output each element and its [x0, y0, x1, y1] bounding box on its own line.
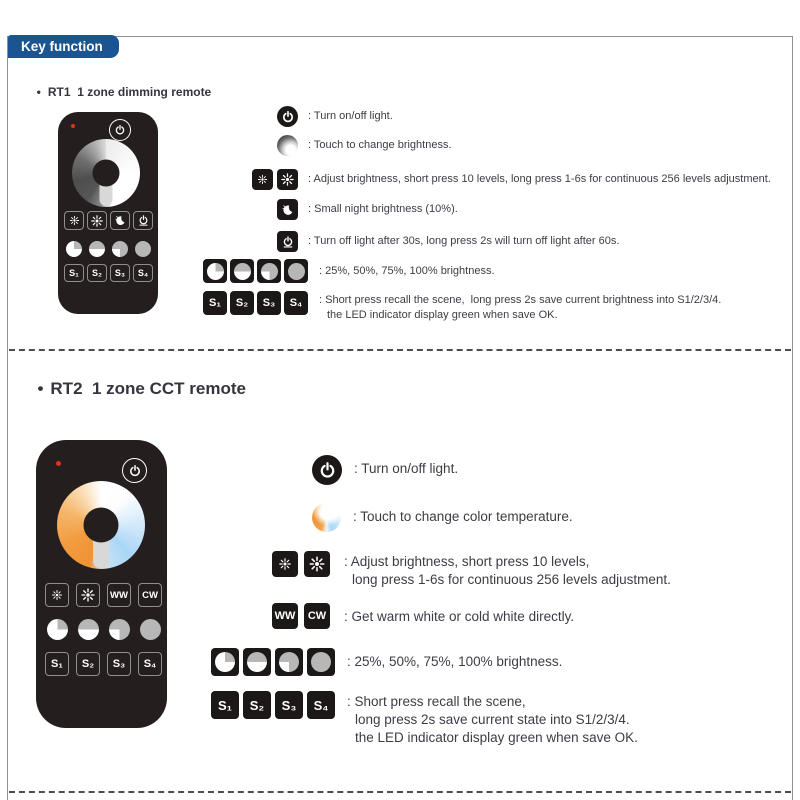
- rt2-desc-adjust: [272, 551, 671, 589]
- scene-s2-button: S₂: [76, 652, 100, 676]
- moon-icon: [114, 214, 127, 227]
- pie-100-icon: [284, 259, 308, 283]
- moon-icon: [277, 199, 298, 220]
- ww-icon: WW: [272, 603, 298, 629]
- rt2-scene-row: [45, 652, 162, 676]
- rt2-function-row: [45, 583, 162, 607]
- scene-s2-button: [87, 264, 107, 282]
- rt1-desc-adjust: [252, 169, 771, 190]
- rt2-desc-touch: [312, 503, 573, 532]
- bullet-icon: •: [36, 85, 41, 99]
- power-button: [122, 458, 147, 483]
- section-header-tab: [8, 35, 119, 58]
- rt2-desc-scene-text: : Short press recall the scene, long press 2s save current state into S1/2/3/4. the LED indicator display green when save OK.: [347, 694, 638, 745]
- brightness-100-button: [138, 617, 162, 641]
- scene-s1-icon: S₁: [203, 291, 227, 315]
- wheel-notch: [93, 540, 109, 568]
- scene-s1-button: S₁: [45, 652, 69, 676]
- rt2-desc-touch-text: : Touch to change color temperature.: [353, 509, 573, 524]
- rt1-desc-touch-text: : Touch to change brightness.: [308, 139, 452, 151]
- pie-50-icon: [78, 619, 99, 640]
- auto-off-icon: [137, 214, 150, 227]
- brightness-75-button: [110, 239, 130, 258]
- rt1-desc-touch: [277, 135, 452, 156]
- power-button: [109, 119, 131, 141]
- pie-100-icon: [140, 619, 161, 640]
- rt2-remote: [36, 440, 167, 728]
- brightness-up-button: [87, 211, 107, 230]
- scene-s4-icon: S₄: [307, 691, 335, 719]
- pie-50-icon: [89, 241, 105, 257]
- rt1-title: [30, 71, 211, 99]
- pie-25-icon: [66, 241, 82, 257]
- rt1-desc-power-text: : Turn on/off light.: [308, 110, 393, 122]
- wheel-center: [84, 508, 119, 543]
- pie-75-icon: [257, 259, 281, 283]
- bullet-icon: •: [37, 379, 44, 398]
- rt1-desc-night: [277, 199, 458, 220]
- rt1-desc-power: [277, 106, 393, 127]
- cw-label: CW: [142, 589, 158, 601]
- section-header-label: Key function: [21, 39, 103, 54]
- scene-s3-icon: S₃: [275, 691, 303, 719]
- sun-large-icon: [90, 214, 104, 228]
- brightness-down-button: [64, 211, 84, 230]
- section-divider: [9, 349, 791, 351]
- cct-ball-icon: [312, 503, 341, 532]
- sun-large-icon: [80, 587, 96, 603]
- rt1-desc-night-text: : Small night brightness (10%).: [308, 203, 458, 215]
- pie-50-icon: [243, 648, 271, 676]
- ww-label: WW: [110, 589, 128, 601]
- pie-75-icon: [275, 648, 303, 676]
- rt1-desc-adjust-text: : Adjust brightness, short press 10 levels, long press 1-6s for continuous 256 levels adjustment.: [308, 173, 771, 185]
- scene-s3-button: S₃: [107, 652, 131, 676]
- rt2-percent-row: [45, 617, 162, 641]
- pie-100-icon: [135, 241, 151, 257]
- rt2-desc-power-text: : Turn on/off light.: [354, 461, 459, 476]
- led-indicator: [71, 124, 75, 128]
- rt2-desc-percent: [211, 648, 562, 676]
- pie-100-icon: [307, 648, 335, 676]
- brightness-down-button: [45, 583, 69, 607]
- scene-s3-label: S₃: [114, 268, 126, 278]
- pie-50-icon: [230, 259, 254, 283]
- brightness-100-button: [133, 239, 153, 258]
- scene-s1-button: [64, 264, 84, 282]
- sun-large-icon: [277, 169, 298, 190]
- scene-s4-icon: S₄: [284, 291, 308, 315]
- scene-s1-label: S₁: [69, 268, 79, 278]
- rt2-title-text: RT2 1 zone CCT remote: [50, 379, 246, 398]
- rt1-desc-autooff-text: : Turn off light after 30s, long press 2s will turn off light after 60s.: [308, 235, 620, 247]
- rt1-desc-percent-text: : 25%, 50%, 75%, 100% brightness.: [319, 265, 495, 277]
- brightness-50-button: [87, 239, 107, 258]
- brightness-up-button: [76, 583, 100, 607]
- power-icon: [128, 464, 142, 478]
- pie-75-icon: [112, 241, 128, 257]
- rt2-desc-scene: [211, 691, 638, 747]
- scene-s2-label: S₂: [91, 268, 102, 278]
- rt1-remote: [58, 112, 158, 314]
- scene-s4-button: S₄: [138, 652, 162, 676]
- sun-small-icon: [69, 215, 80, 226]
- brightness-25-button: [64, 239, 84, 258]
- scene-s3-icon: S₃: [257, 291, 281, 315]
- power-icon: [114, 124, 126, 136]
- cct-touch-wheel: [57, 481, 145, 569]
- rt1-desc-autooff: [277, 231, 619, 252]
- rt1-percent-row: [64, 239, 153, 258]
- led-indicator: [56, 461, 61, 466]
- rt2-desc-percent-text: : 25%, 50%, 75%, 100% brightness.: [347, 654, 563, 669]
- scene-s4-button: [133, 264, 153, 282]
- cw-icon: CW: [304, 603, 330, 629]
- auto-off-button: [133, 211, 153, 230]
- rt1-scene-row: [64, 264, 153, 282]
- power-icon: [277, 106, 298, 127]
- rt1-title-text: RT1 1 zone dimming remote: [47, 85, 212, 99]
- page-bottom-divider: [9, 791, 791, 793]
- pie-25-icon: [211, 648, 239, 676]
- rt2-desc-wwcw-text: : Get warm white or cold white directly.: [344, 609, 575, 624]
- brightness-ball-icon: [277, 135, 298, 156]
- pie-75-icon: [109, 619, 130, 640]
- scene-s1-icon: S₁: [211, 691, 239, 719]
- rt2-desc-wwcw: [272, 603, 574, 629]
- rt1-desc-scene: [203, 291, 721, 323]
- sun-small-icon: [51, 589, 63, 601]
- rt1-function-row: [64, 211, 153, 230]
- night-mode-button: [110, 211, 130, 230]
- rt2-desc-adjust-text: : Adjust brightness, short press 10 levels, long press 1-6s for continuous 256 levels adjustment.: [344, 554, 671, 587]
- scene-s3-button: [110, 264, 130, 282]
- pie-25-icon: [203, 259, 227, 283]
- rt2-title: [28, 359, 246, 399]
- scene-s2-icon: S₂: [243, 691, 271, 719]
- sun-large-icon: [304, 551, 330, 577]
- brightness-75-button: [107, 617, 131, 641]
- brightness-50-button: [76, 617, 100, 641]
- rt2-desc-power: [312, 455, 458, 485]
- warm-white-button: [107, 583, 131, 607]
- power-icon: [312, 455, 342, 485]
- wheel-center: [93, 160, 120, 187]
- cold-white-button: [138, 583, 162, 607]
- sun-small-icon: [272, 551, 298, 577]
- pie-25-icon: [47, 619, 68, 640]
- sun-small-icon: [252, 169, 273, 190]
- auto-off-icon: [277, 231, 298, 252]
- scene-s2-icon: S₂: [230, 291, 254, 315]
- brightness-25-button: [45, 617, 69, 641]
- rt1-desc-scene-text: : Short press recall the scene, long press 2s save current brightness into S1/2/3/4. the LED indicator display green when save OK.: [319, 294, 722, 321]
- dimming-touch-wheel: [72, 139, 140, 207]
- scene-s4-label: S₄: [137, 268, 149, 278]
- rt1-desc-percent: [203, 259, 495, 283]
